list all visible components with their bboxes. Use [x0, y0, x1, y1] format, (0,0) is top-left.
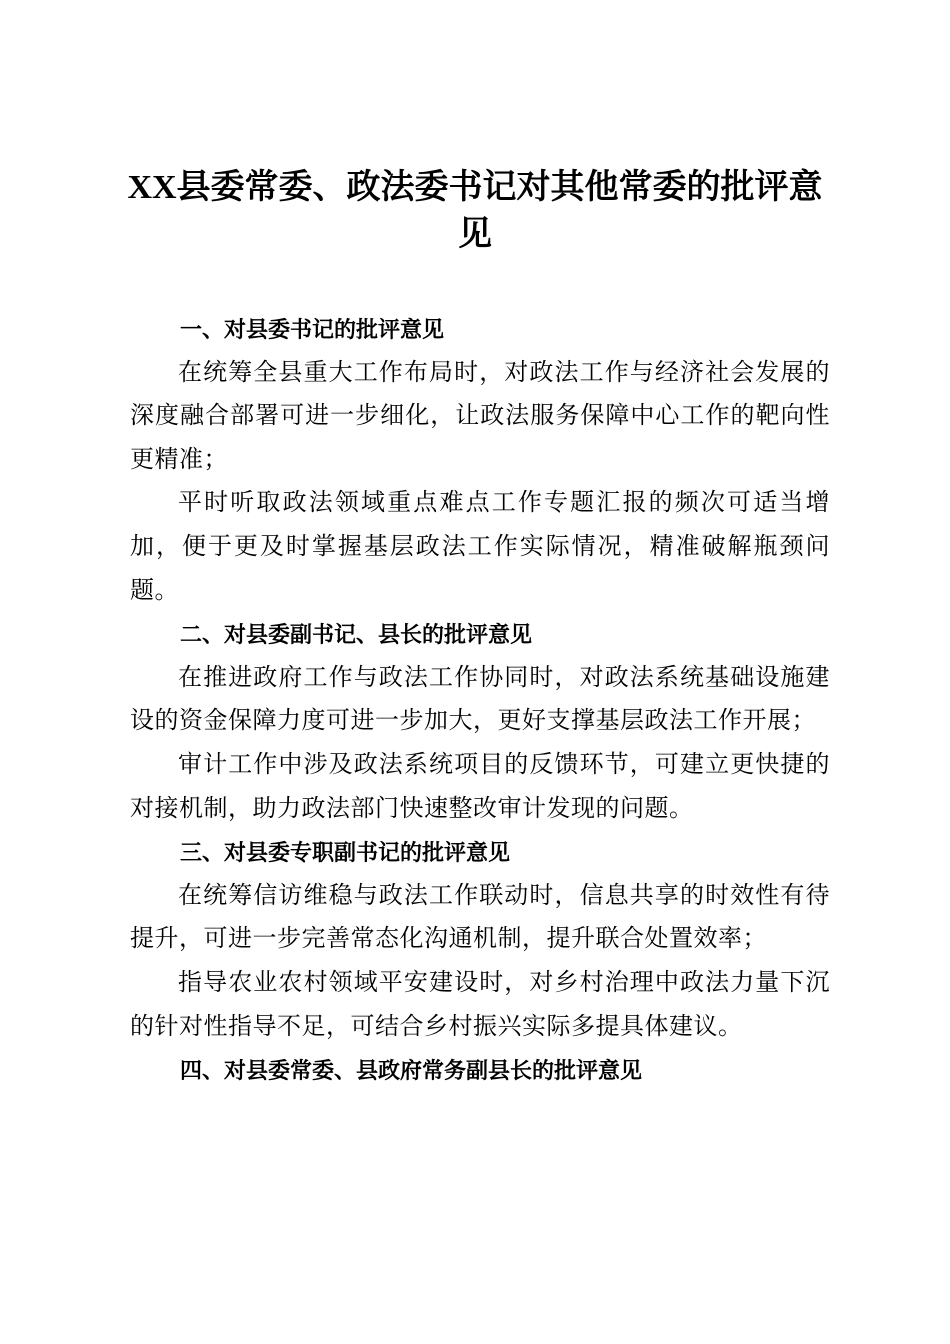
section-heading: 四、对县委常委、县政府常务副县长的批评意见 — [180, 1058, 643, 1084]
section-heading: 一、对县委书记的批评意见 — [180, 317, 445, 342]
section-2 — [130, 613, 830, 831]
paragraph: 审计工作中涉及政法系统项目的反馈环节，可建立更快捷的对接机制，助力政法部门快速整改审计发现的问题。 — [130, 751, 830, 822]
paragraph: 在统筹信访维稳与政法工作联动时，信息共享的时效性有待提升，可进一步完善常态化沟通机制，提升联合处置效率； — [130, 882, 830, 953]
paragraph: 在统筹全县重大工作布局时，对政法工作与经济社会发展的深度融合部署可进一步细化，让政法服务保障中心工作的靶向性更精准； — [130, 359, 830, 473]
document-title: XX县委常委、政法委书记对其他常委的批评意见 — [127, 169, 823, 253]
paragraph: 平时听取政法领域重点难点工作专题汇报的频次可适当增加，便于更及时掌握基层政法工作实际情况，精准破解瓶颈问题。 — [130, 490, 830, 604]
paragraph: 在推进政府工作与政法工作协同时，对政法系统基础设施建设的资金保障力度可进一步加大，更好支撑基层政法工作开展； — [130, 664, 830, 735]
section-4 — [130, 1049, 830, 1093]
section-heading: 二、对县委副书记、县长的批评意见 — [180, 622, 533, 648]
section-1 — [130, 308, 830, 613]
section-heading: 三、对县委专职副书记的批评意见 — [180, 840, 511, 866]
document-body — [130, 308, 830, 1093]
section-3 — [130, 831, 830, 1049]
paragraph: 指导农业农村领域平安建设时，对乡村治理中政法力量下沉的针对性指导不足，可结合乡村振兴实际多提具体建议。 — [130, 969, 830, 1040]
